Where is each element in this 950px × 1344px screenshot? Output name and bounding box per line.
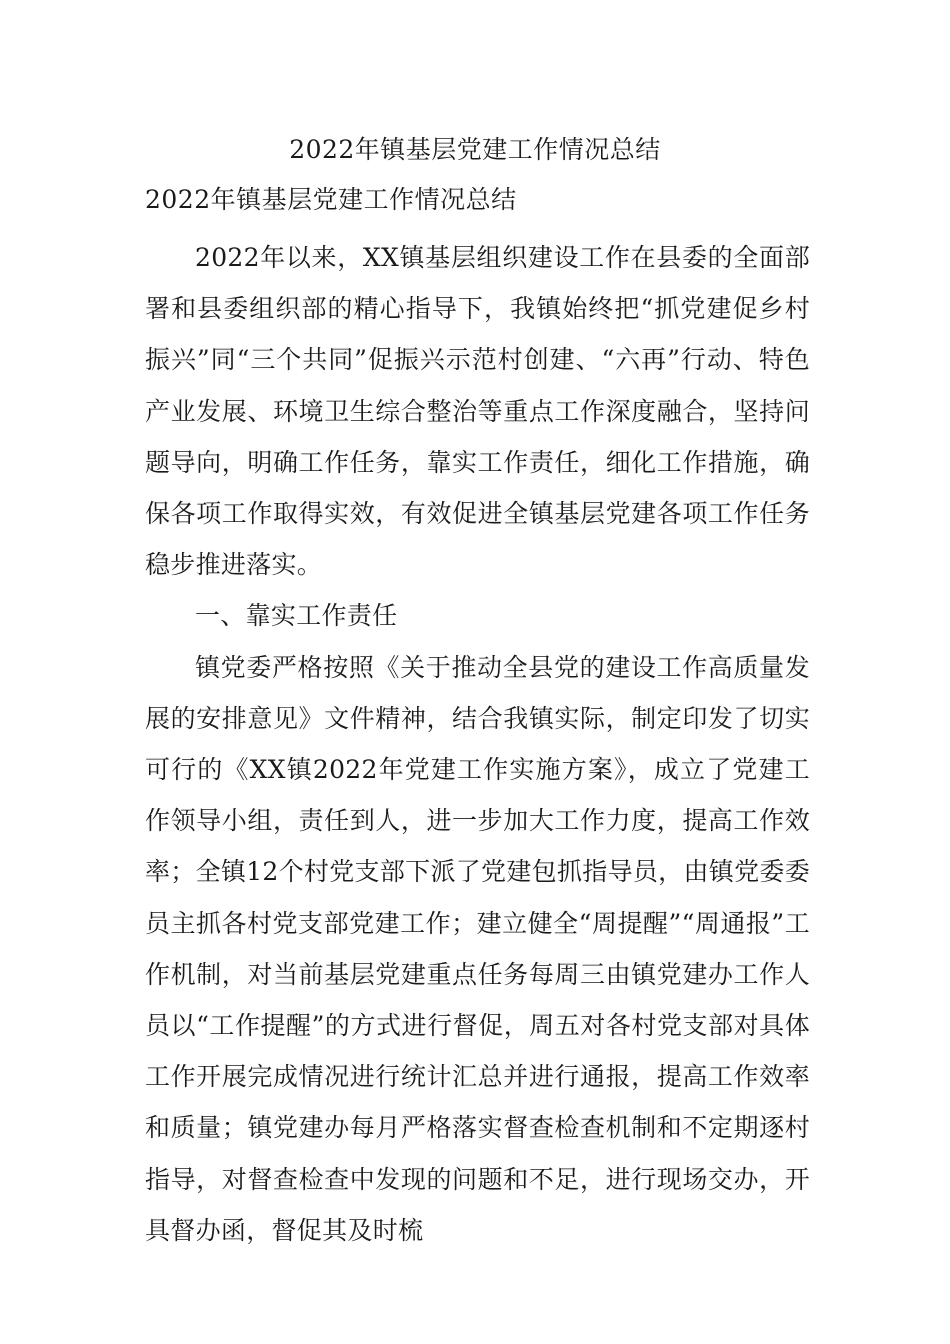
section-paragraph: 镇党委严格按照《关于推动全县党的建设工作高质量发展的安排意见》文件精神，结合我镇实际，制定印发了切实可行的《XX镇2022年党建工作实施方案》，成立了党建工作领导小组，责任到人，进一步加大工作力度，提高工作效率；全镇12个村党支部下派了党建包抓指导员，由镇党委委员主抓各村党支部党建工作；建立健全“周提醒”“周通报”工作机制，对当前基层党建重点任务每周三由镇党建办工作人员以“工作提醒”的方式进行督促，周五对各村党支部对具体工作开展完成情况进行统计汇总并进行通报，提高工作效率和质量；镇党建办每月严格落实督查检查机制和不定期逐村指导，对督查检查中发现的问题和不足，进行现场交办，开具督办函，督促其及时梳 bbox=[145, 652, 810, 1245]
document-body bbox=[145, 232, 810, 1256]
page-title: 2022年镇基层党建工作情况总结 bbox=[289, 135, 661, 164]
document-subtitle: 2022年镇基层党建工作情况总结 bbox=[145, 185, 517, 214]
section-heading: 一、靠实工作责任 bbox=[195, 601, 398, 631]
intro-paragraph: 2022年以来，XX镇基层组织建设工作在县委的全面部署和县委组织部的精心指导下，我镇始终把“抓党建促乡村振兴”同“三个共同”促振兴示范村创建、“六再”行动、特色产业发展、环境卫生综合整治等重点工作深度融合，坚持问题导向，明确工作任务，靠实工作责任，细化工作措施，确保各项工作取得实效，有效促进全镇基层党建各项工作任务稳步推进落实。 bbox=[145, 243, 810, 580]
